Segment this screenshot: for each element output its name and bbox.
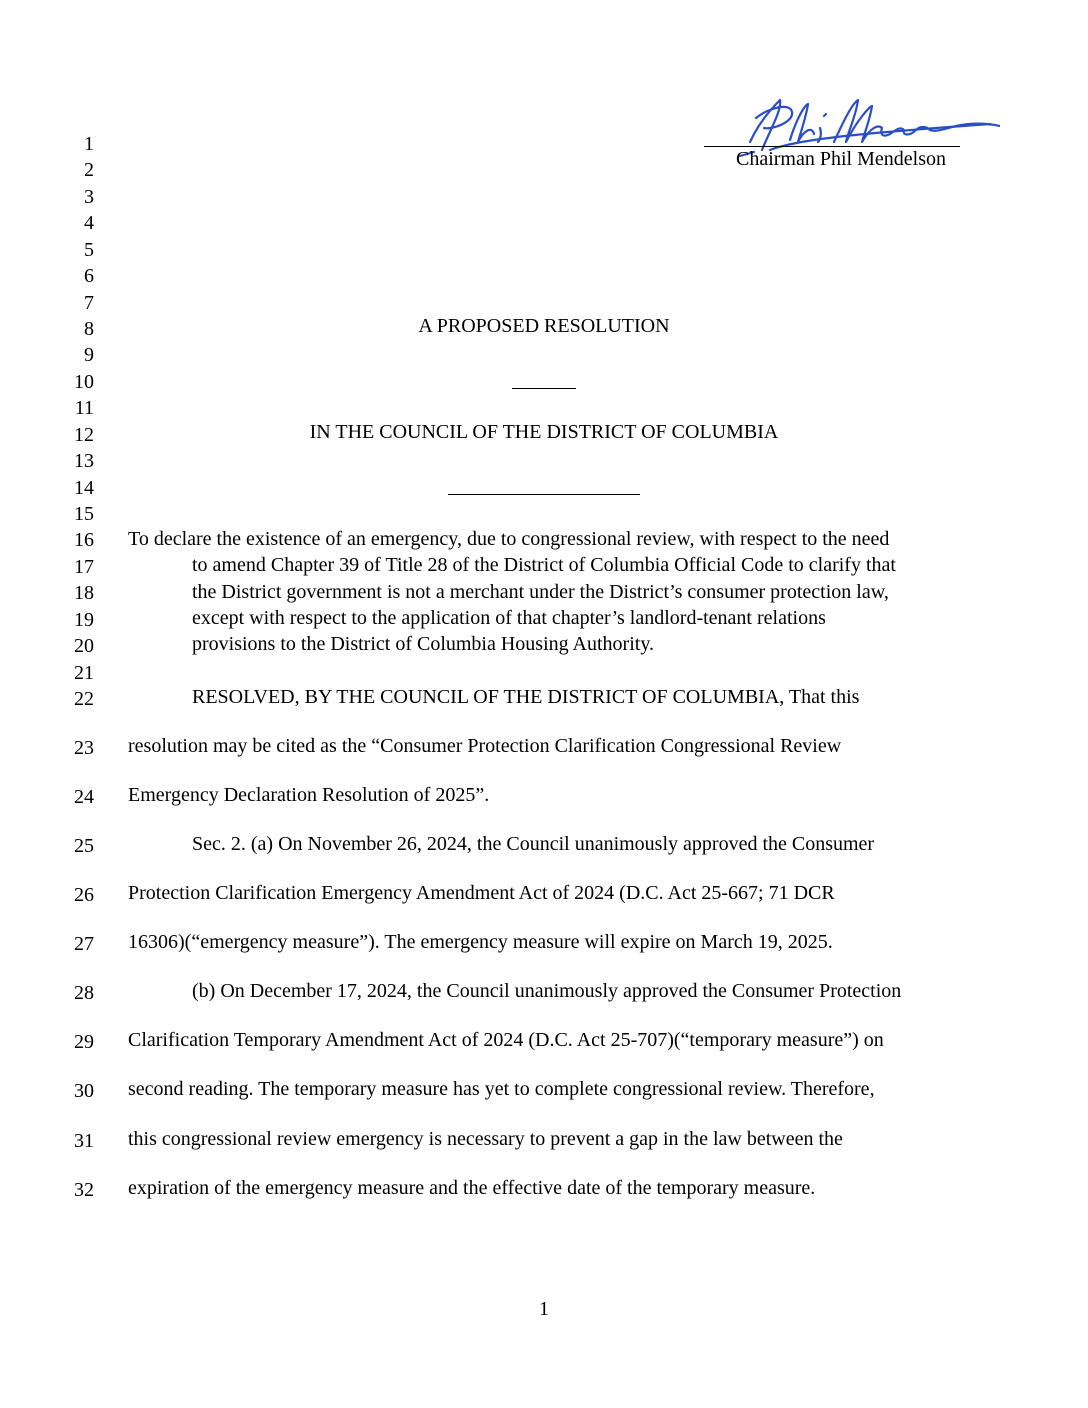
council-rule [448, 494, 640, 495]
purpose-line: the District government is not a merchant under the District’s consumer protection law, [192, 581, 889, 603]
line-number: 2 [84, 159, 94, 181]
line-number: 5 [84, 239, 94, 261]
line-number: 18 [74, 582, 94, 604]
line-number: 4 [84, 212, 94, 234]
line-number: 6 [84, 265, 94, 287]
line-number: 11 [74, 397, 94, 419]
line-number: 9 [84, 344, 94, 366]
line-number: 22 [74, 688, 94, 710]
line-number: 10 [74, 371, 94, 393]
page-number: 1 [539, 1298, 549, 1320]
line-number: 7 [84, 292, 94, 314]
line-number: 8 [84, 318, 94, 340]
line-number: 17 [74, 556, 94, 578]
body-line: Protection Clarification Emergency Amendment Act of 2024 (D.C. Act 25-667; 71 DCR [128, 882, 835, 904]
line-number: 26 [74, 884, 94, 906]
line-number: 25 [74, 835, 94, 857]
body-line: Emergency Declaration Resolution of 2025”. [128, 784, 490, 806]
body-line: Sec. 2. (a) On November 26, 2024, the Council unanimously approved the Consumer [192, 833, 875, 855]
line-number: 21 [74, 662, 94, 684]
line-number: 15 [74, 503, 94, 525]
body-line: (b) On December 17, 2024, the Council unanimously approved the Consumer Protection [192, 980, 902, 1002]
line-number: 27 [74, 933, 94, 955]
body-line: second reading. The temporary measure has yet to complete congressional review. Therefore, [128, 1078, 875, 1100]
signature-block [700, 90, 1000, 180]
council-heading: IN THE COUNCIL OF THE DISTRICT OF COLUMBIA [309, 421, 779, 443]
body-line: Clarification Temporary Amendment Act of 2024 (D.C. Act 25-707)(“temporary measure”) on [128, 1029, 884, 1051]
purpose-line: To declare the existence of an emergency, due to congressional review, with respect to the need [128, 528, 890, 550]
body-line: 16306)(“emergency measure”). The emergency measure will expire on March 19, 2025. [128, 931, 833, 953]
line-number: 14 [74, 477, 94, 499]
purpose-line: to amend Chapter 39 of Title 28 of the District of Columbia Official Code to clarify that [192, 554, 896, 576]
line-number: 28 [74, 982, 94, 1004]
line-number: 23 [74, 737, 94, 759]
body-line: resolution may be cited as the “Consumer Protection Clarification Congressional Review [128, 735, 842, 757]
signer-name: Chairman Phil Mendelson [736, 148, 946, 170]
line-number: 32 [74, 1179, 94, 1201]
line-number: 29 [74, 1031, 94, 1053]
line-number: 3 [84, 186, 94, 208]
line-number: 24 [74, 786, 94, 808]
signature-line [704, 146, 960, 147]
line-number: 1 [84, 133, 94, 155]
purpose-line: provisions to the District of Columbia Housing Authority. [192, 633, 655, 655]
body-line: RESOLVED, BY THE COUNCIL OF THE DISTRICT OF COLUMBIA, That this [192, 686, 860, 708]
body-line: this congressional review emergency is necessary to prevent a gap in the law between the [128, 1128, 843, 1150]
line-number: 16 [74, 529, 94, 551]
line-number: 30 [74, 1080, 94, 1102]
line-number: 31 [74, 1130, 94, 1152]
line-number: 19 [74, 609, 94, 631]
line-number: 13 [74, 450, 94, 472]
title-rule [512, 388, 576, 389]
line-number: 20 [74, 635, 94, 657]
document-title: A PROPOSED RESOLUTION [418, 315, 670, 337]
line-number: 12 [74, 424, 94, 446]
body-line: expiration of the emergency measure and the effective date of the temporary measure. [128, 1177, 816, 1199]
purpose-line: except with respect to the application of that chapter’s landlord-tenant relations [192, 607, 826, 629]
